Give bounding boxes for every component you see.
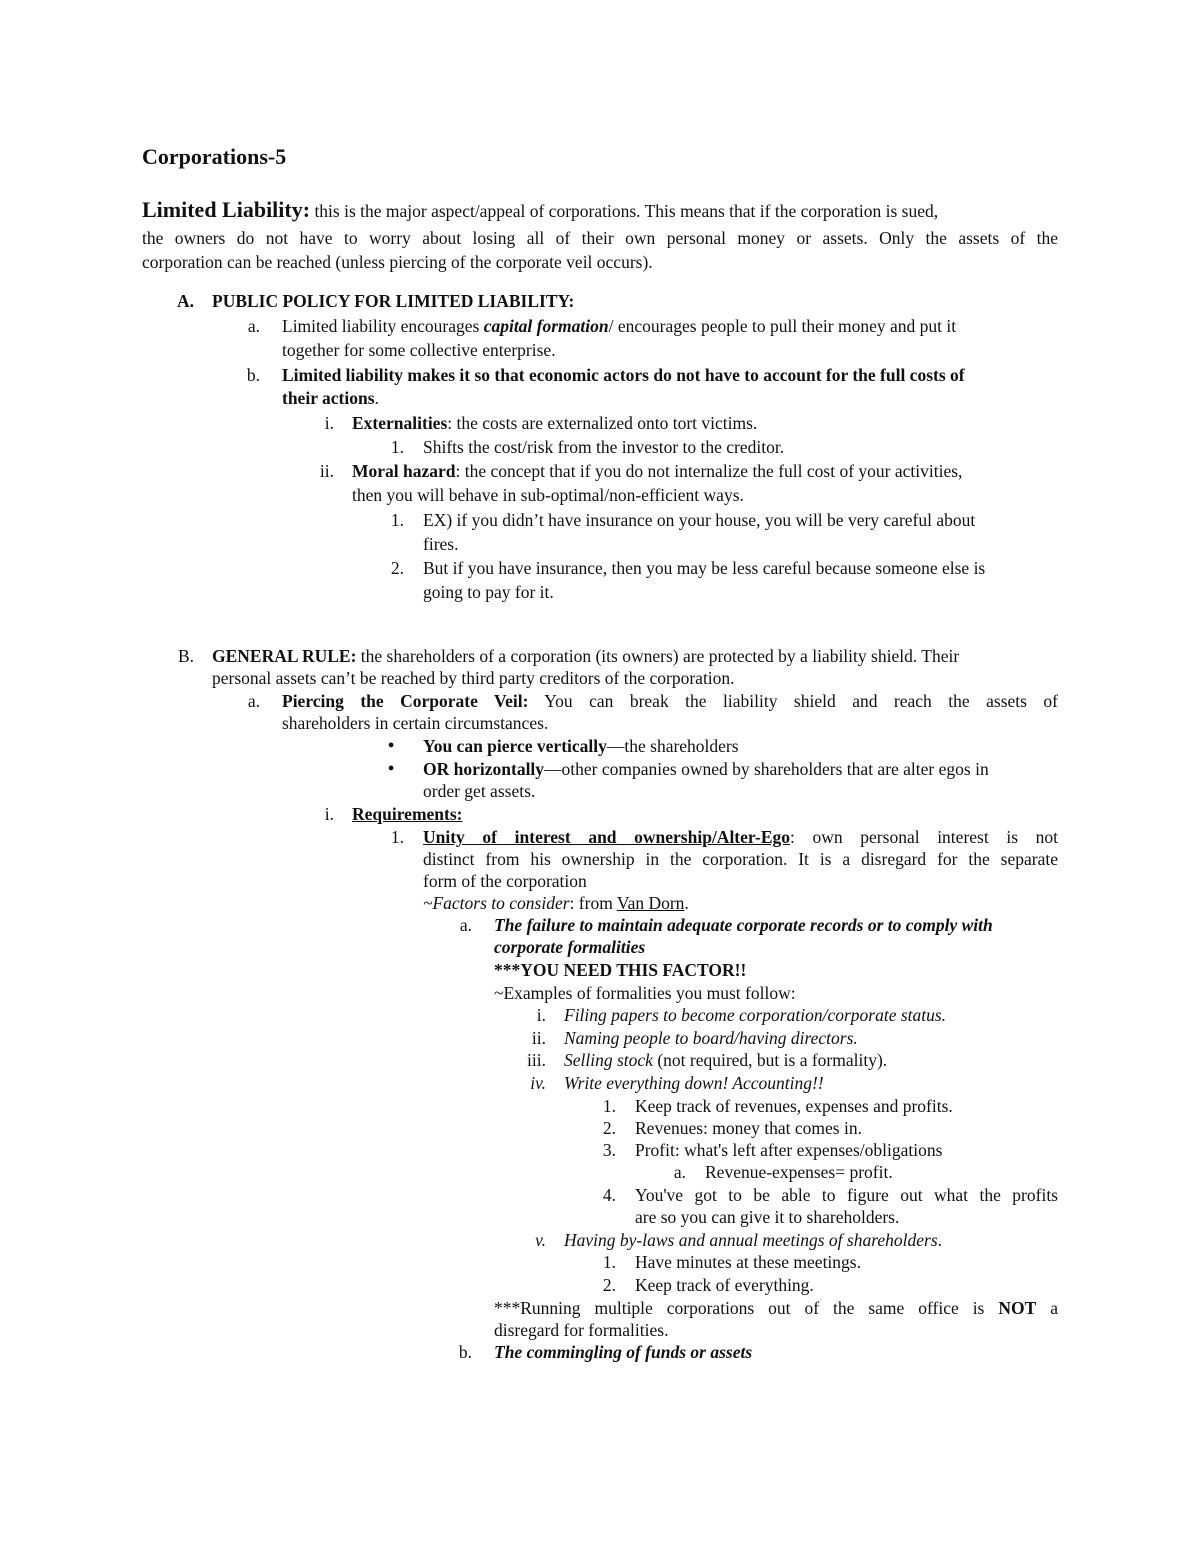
externalities-term: Externalities: [352, 413, 448, 433]
a-i-1-marker: 1.: [390, 437, 404, 457]
bullet-2-line-1: [423, 758, 989, 780]
acct-2-marker: 2.: [602, 1118, 616, 1138]
capital-formation-term: capital formation: [483, 316, 609, 336]
factors-label: ~Factors to consider: [423, 893, 570, 913]
b-a-line-2: shareholders in certain circumstances.: [282, 713, 549, 733]
intro-line-3: corporation can be reached (unless piercing of the corporate veil occurs).: [142, 252, 653, 272]
piercing-veil-term: Piercing the Corporate Veil:: [282, 691, 529, 711]
general-rule-term: GENERAL RULE:: [212, 646, 357, 666]
section-a-heading: PUBLIC POLICY FOR LIMITED LIABILITY:: [212, 291, 575, 311]
section-b-text-1: the shareholders of a corporation (its owners) are protected by a liability shield. Their: [360, 646, 960, 666]
running-note-line-1: [494, 1297, 1058, 1319]
alter-ego-term: Unity of interest and ownership/Alter-Ego: [423, 827, 791, 847]
req-1-line-3: form of the corporation: [423, 871, 587, 891]
factors-line: [423, 892, 689, 914]
a-i-line: [352, 412, 757, 434]
factor-b-marker: b.: [458, 1342, 472, 1362]
van-dorn-case: Van Dorn: [616, 893, 685, 913]
req-1-marker: 1.: [390, 827, 404, 847]
req-1-line-2: distinct from his ownership in the corporation. It is a disregard for the separate: [423, 849, 1058, 869]
formality-i-text: Filing papers to become corporation/corporate status.: [564, 1005, 947, 1025]
formality-ii-text: Naming people to board/having directors.: [564, 1028, 858, 1048]
a-ii-1-line-1: EX) if you didn’t have insurance on your house, you will be very careful about: [423, 510, 976, 530]
b-a-text-1: You can break the liability shield and reach the assets of: [544, 691, 1058, 711]
formality-iii-text: Selling stock: [564, 1050, 653, 1070]
a-b-line-2-bold: their actions: [282, 388, 375, 408]
section-b-marker: B.: [177, 646, 194, 666]
req-marker: i.: [324, 804, 334, 824]
a-i-1-text: Shifts the cost/risk from the investor to the creditor.: [423, 437, 785, 457]
factor-b-text: The commingling of funds or assets: [494, 1342, 753, 1362]
acct-3a-marker: a.: [673, 1162, 686, 1182]
factors-mid: : from: [569, 893, 617, 913]
formality-v-line: [564, 1229, 942, 1251]
pierce-vertically-term: You can pierce vertically: [423, 736, 607, 756]
b-a-marker: a.: [247, 691, 260, 711]
formality-v-text: Having by-laws and annual meetings of shareholders: [564, 1230, 938, 1250]
a-ii-1-marker: 1.: [390, 510, 404, 530]
a-i-marker: i.: [324, 413, 334, 433]
req-1-text-1: : own personal interest is not: [790, 827, 1058, 847]
acct-3a-text: Revenue-expenses= profit.: [705, 1162, 893, 1182]
a-a-line-1: [282, 315, 956, 337]
acct-4-line-2: are so you can give it to shareholders.: [635, 1207, 900, 1227]
running-note-line-2: disregard for formalities.: [494, 1320, 669, 1340]
moral-hazard-term: Moral hazard: [352, 461, 456, 481]
formality-iv-marker: iv.: [530, 1073, 546, 1093]
externalities-text: : the costs are externalized onto tort victims.: [447, 413, 758, 433]
a-ii-2-marker: 2.: [390, 558, 404, 578]
page-title: Corporations-5: [142, 144, 287, 169]
horizontally-term: OR horizontally: [423, 759, 545, 779]
a-a-pre: Limited liability encourages: [282, 316, 484, 336]
bullet-2-line-2: order get assets.: [423, 781, 536, 801]
bullet-1-line: [423, 735, 739, 757]
acct-1-text: Keep track of revenues, expenses and profits.: [635, 1096, 953, 1116]
formality-iii-line: [564, 1049, 887, 1071]
bullet-icon: •: [388, 735, 395, 755]
running-note-not: NOT: [998, 1298, 1037, 1318]
meetings-2-marker: 2.: [602, 1275, 616, 1295]
a-ii-2-line-2: going to pay for it.: [423, 582, 554, 602]
bullet-1-rest: —the shareholders: [606, 736, 739, 756]
bullet-2-rest: —other companies owned by shareholders that are alter egos in: [544, 759, 989, 779]
formality-ii-marker: ii.: [531, 1028, 546, 1048]
acct-4-marker: 4.: [602, 1185, 616, 1205]
a-ii-line-2: then you will behave in sub-optimal/non-efficient ways.: [352, 485, 744, 505]
formality-iii-rest: (not required, but is a formality).: [652, 1050, 888, 1070]
requirements-heading: Requirements:: [352, 804, 463, 824]
acct-3-text: Profit: what's left after expenses/obligations: [635, 1140, 943, 1160]
a-b-marker: b.: [246, 365, 260, 385]
a-b-line-2: [282, 387, 379, 409]
req-1-line-1: [423, 826, 1058, 848]
intro-term: Limited Liability:: [142, 197, 311, 222]
factors-end: .: [684, 893, 689, 913]
section-a-marker: A.: [176, 291, 194, 311]
moral-hazard-text: : the concept that if you do not internalize the full cost of your activities,: [455, 461, 963, 481]
formality-i-marker: i.: [536, 1005, 546, 1025]
meetings-2-text: Keep track of everything.: [635, 1275, 814, 1295]
acct-3-marker: 3.: [602, 1140, 616, 1160]
bullet-icon: •: [388, 758, 395, 778]
formality-iii-marker: iii.: [527, 1050, 546, 1070]
running-note-post: a: [1036, 1298, 1058, 1318]
need-factor-note: ***YOU NEED THIS FACTOR!!: [494, 960, 747, 980]
formality-iv-text: Write everything down! Accounting!!: [564, 1073, 824, 1093]
running-note-pre: ***Running multiple corporations out of the same office is: [494, 1298, 999, 1318]
a-b-line-1: Limited liability makes it so that economic actors do not have to account for the full costs of: [282, 365, 965, 385]
meetings-1-text: Have minutes at these meetings.: [635, 1252, 861, 1272]
a-a-line-2: together for some collective enterprise.: [282, 340, 556, 360]
formality-v-marker: v.: [535, 1230, 546, 1250]
formality-v-tail: .: [937, 1230, 943, 1250]
examples-line: ~Examples of formalities you must follow:: [494, 983, 796, 1003]
a-ii-line-1: [352, 460, 962, 482]
section-b-line-2: personal assets can’t be reached by third party creditors of the corporation.: [212, 668, 735, 688]
section-b-line-1: [212, 645, 959, 667]
a-ii-2-line-1: But if you have insurance, then you may be less careful because someone else is: [423, 558, 986, 578]
intro-text-1: this is the major aspect/appeal of corporations. This means that if the corporation is sued,: [314, 201, 939, 221]
factor-a-line-1: The failure to maintain adequate corporate records or to comply with: [494, 915, 993, 935]
b-a-line-1: [282, 690, 1058, 712]
a-a-marker: a.: [247, 316, 260, 336]
factor-a-line-2: corporate formalities: [494, 937, 646, 957]
a-a-post: / encourages people to pull their money and put it: [608, 316, 957, 336]
acct-4-line-1: You've got to be able to figure out what the profits: [635, 1185, 1058, 1205]
a-b-line-2-tail: .: [374, 388, 379, 408]
intro-line-2: the owners do not have to worry about losing all of their own personal money or assets. Only the assets of the: [142, 228, 1058, 248]
a-ii-1-line-2: fires.: [423, 534, 459, 554]
a-ii-marker: ii.: [319, 461, 334, 481]
meetings-1-marker: 1.: [602, 1252, 616, 1272]
factor-a-marker: a.: [459, 915, 472, 935]
acct-1-marker: 1.: [602, 1096, 616, 1116]
acct-2-text: Revenues: money that comes in.: [635, 1118, 862, 1138]
intro-line-1: [142, 199, 938, 222]
